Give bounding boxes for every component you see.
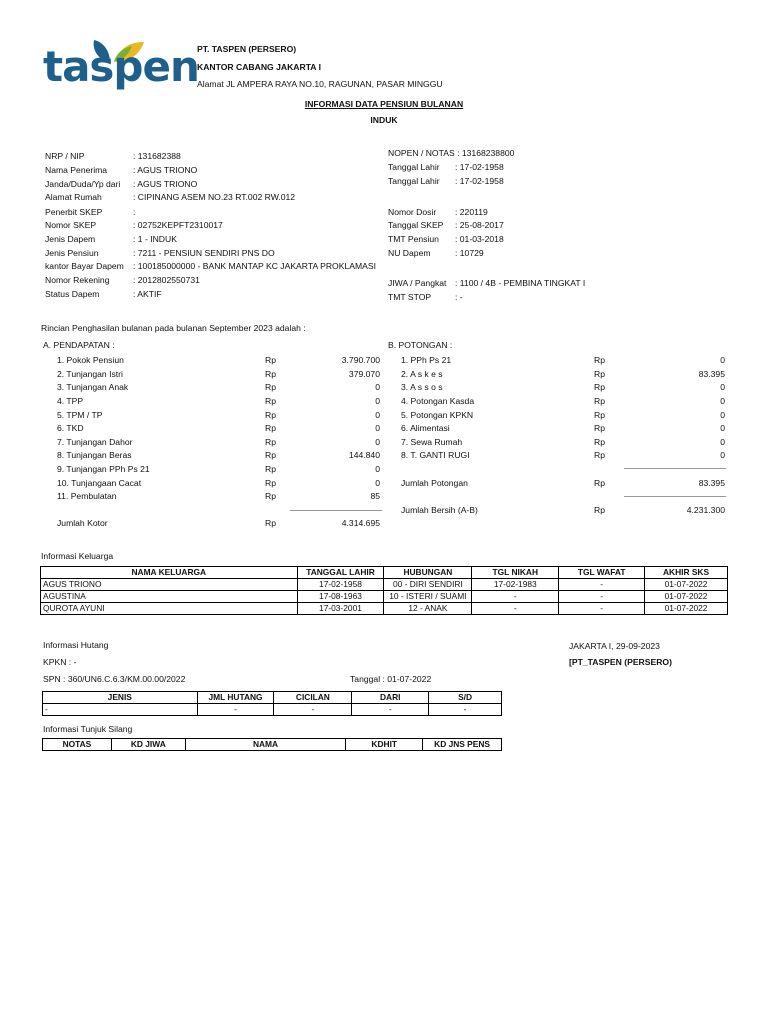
income-currency: Rp	[265, 464, 276, 474]
field-label: NRP / NIP	[45, 151, 85, 161]
table-cell: QUROTA AYUNI	[41, 603, 298, 615]
column-header: AKHIR SKS	[645, 567, 728, 579]
field-value: : AGUS TRIONO	[133, 165, 198, 175]
deduction-currency: Rp	[594, 450, 605, 460]
rincian-title: Rincian Penghasilan bulanan pada bulanan September 2023 adalah :	[41, 323, 306, 333]
field-label: Nomor Rekening	[45, 275, 110, 285]
deduction-currency: Rp	[594, 355, 605, 365]
field-value: : 131682388	[133, 151, 181, 161]
deduction-currency: Rp	[594, 382, 605, 392]
hutang-title: Informasi Hutang	[43, 640, 109, 650]
field-label: TMT STOP	[388, 292, 432, 302]
branch-name: KANTOR CABANG JAKARTA I	[197, 62, 321, 72]
field-label: Jenis Pensiun	[45, 248, 99, 258]
deduction-currency: Rp	[594, 369, 605, 379]
table-cell: AGUSTINA	[41, 591, 298, 603]
kpkn: KPKN : -	[43, 657, 77, 667]
field-label: NU Dapem	[388, 248, 431, 258]
income-label: 4. TPP	[57, 396, 84, 406]
jumlah-potongan-label: Jumlah Potongan	[401, 478, 468, 488]
column-header: TANGGAL LAHIR	[297, 567, 384, 579]
income-currency: Rp	[265, 382, 276, 392]
tunjuk-silang-table	[42, 738, 502, 751]
income-value: 85	[370, 491, 380, 501]
income-label: 1. Pokok Pensiun	[57, 355, 124, 365]
field-label: Jenis Dapem	[45, 234, 96, 244]
field-label: TMT Pensiun	[388, 234, 439, 244]
income-label: 11. Pembulatan	[57, 491, 117, 501]
company-name: PT. TASPEN (PERSERO)	[197, 44, 297, 54]
deduction-label: 1. PPh Ps 21	[401, 355, 452, 365]
table-cell: 12 - ANAK	[384, 603, 472, 615]
field-label: Tanggal SKEP	[388, 220, 444, 230]
table-cell: 17-02-1983	[472, 579, 559, 591]
income-currency: Rp	[265, 437, 276, 447]
deduction-currency: Rp	[594, 396, 605, 406]
signature-org: [PT_TASPEN (PERSERO)	[569, 657, 672, 667]
table-row	[43, 704, 502, 716]
income-value: 379.070	[348, 369, 380, 379]
field-value: : -	[455, 292, 463, 302]
income-currency: Rp	[265, 355, 276, 365]
field-label: Penerbit SKEP	[45, 207, 103, 217]
table-cell: -	[472, 603, 559, 615]
income-value: 0	[375, 478, 380, 488]
table-cell: 01-07-2022	[645, 579, 728, 591]
income-label: 7. Tunjangan Dahor	[57, 437, 133, 447]
field-value: : 17-02-1958	[455, 176, 504, 186]
deduction-value: 83.395	[698, 369, 725, 379]
nopen-notas: NOPEN / NOTAS : 13168238800	[388, 148, 515, 158]
table-cell: -	[43, 704, 198, 716]
income-value: 0	[375, 410, 380, 420]
column-header: TGL NIKAH	[472, 567, 559, 579]
column-header: CICILAN	[274, 692, 352, 704]
column-header: KD JNS PENS	[423, 739, 502, 751]
field-label: Nama Penerima	[45, 165, 108, 175]
keluarga-title: Informasi Keluarga	[41, 551, 114, 561]
field-value: : 2012802550731	[133, 275, 200, 285]
signature-place-date: JAKARTA I, 29-09-2023	[569, 641, 660, 651]
table-header-row	[43, 739, 502, 751]
deduction-label: 5. Potongan KPKN	[401, 410, 474, 420]
column-header: DARI	[352, 692, 429, 704]
table-cell: 01-07-2022	[645, 591, 728, 603]
doc-subtitle: INDUK	[370, 115, 398, 125]
income-currency: Rp	[265, 423, 276, 433]
divider	[624, 496, 726, 497]
potongan-title: B. POTONGAN :	[388, 340, 453, 350]
field-value: : 100185000000 - BANK MANTAP KC JAKARTA PROKLAMASI	[133, 261, 376, 271]
logo-text: taspen	[43, 42, 199, 91]
income-value: 0	[375, 382, 380, 392]
field-label: Tanggal Lahir	[388, 162, 440, 172]
deduction-currency: Rp	[594, 437, 605, 447]
column-header: JENIS	[43, 692, 198, 704]
table-cell: AGUS TRIONO	[41, 579, 298, 591]
deduction-value: 0	[720, 396, 725, 406]
divider	[624, 468, 726, 469]
income-label: 10. Tunjangaan Cacat	[57, 478, 142, 488]
table-cell: 01-07-2022	[645, 603, 728, 615]
column-header: S/D	[429, 692, 502, 704]
deduction-value: 0	[720, 437, 725, 447]
jumlah-kotor-currency: Rp	[265, 518, 276, 528]
income-value: 0	[375, 423, 380, 433]
field-value: : 220119	[455, 207, 488, 217]
deduction-label: 3. A s s o s	[401, 382, 443, 392]
jumlah-kotor-label: Jumlah Kotor	[57, 518, 108, 528]
income-currency: Rp	[265, 450, 276, 460]
income-label: 5. TPM / TP	[57, 410, 103, 420]
table-header-row	[43, 692, 502, 704]
column-header: NAMA KELUARGA	[41, 567, 298, 579]
deduction-value: 0	[720, 382, 725, 392]
column-header: JML HUTANG	[197, 692, 274, 704]
field-label: Tanggal Lahir	[388, 176, 440, 186]
table-cell: 17-03-2001	[297, 603, 384, 615]
income-label: 8. Tunjangan Beras	[57, 450, 132, 460]
field-value: : 1 - INDUK	[133, 234, 177, 244]
field-value: :	[133, 207, 136, 217]
income-value: 0	[375, 396, 380, 406]
branch-address: Alamat JL AMPERA RAYA NO.10, RAGUNAN, PASAR MINGGU	[197, 79, 443, 89]
deduction-label: 8. T. GANTI RUGI	[401, 450, 470, 460]
field-value: : AKTIF	[133, 289, 162, 299]
income-currency: Rp	[265, 369, 276, 379]
deduction-value: 0	[720, 410, 725, 420]
column-header: KD JIWA	[111, 739, 185, 751]
jumlah-potongan-currency: Rp	[594, 478, 605, 488]
field-value: : AGUS TRIONO	[133, 179, 198, 189]
income-label: 6. TKD	[57, 423, 84, 433]
table-header-row	[41, 567, 728, 579]
field-value: : 02752KEPFT2310017	[133, 220, 223, 230]
field-value: : 25-08-2017	[455, 220, 504, 230]
table-cell: -	[274, 704, 352, 716]
table-cell: 10 - ISTERI / SUAMI	[384, 591, 472, 603]
column-header: TGL WAFAT	[559, 567, 645, 579]
field-value: : 10729	[455, 248, 484, 258]
table-cell: -	[559, 603, 645, 615]
deduction-value: 0	[720, 450, 725, 460]
table-row	[41, 579, 728, 591]
jumlah-potongan-value: 83.395	[698, 478, 725, 488]
hutang-tanggal: Tanggal : 01-07-2022	[350, 674, 432, 684]
spn: SPN : 360/UN6.C.6.3/KM.00.00/2022	[43, 674, 186, 684]
field-value: : 01-03-2018	[455, 234, 504, 244]
field-label: Status Dapem	[45, 289, 100, 299]
table-cell: -	[429, 704, 502, 716]
table-row	[41, 591, 728, 603]
hutang-table	[42, 691, 502, 716]
field-value: : CIPINANG ASEM NO.23 RT.002 RW.012	[133, 192, 296, 202]
column-header: HUBUNGAN	[384, 567, 472, 579]
income-value: 0	[375, 437, 380, 447]
deduction-label: 4. Potongan Kasda	[401, 396, 475, 406]
deduction-currency: Rp	[594, 423, 605, 433]
income-value: 144.840	[348, 450, 380, 460]
column-header: KDHIT	[346, 739, 423, 751]
column-header: NAMA	[185, 739, 346, 751]
income-label: 3. Tunjangan Anak	[57, 382, 129, 392]
field-label: JIWA / Pangkat	[388, 278, 447, 288]
tunjuk-silang-title: Informasi Tunjuk Silang	[43, 724, 133, 734]
deduction-value: 0	[720, 423, 725, 433]
table-cell: -	[559, 591, 645, 603]
income-label: 2. Tunjangan Istri	[57, 369, 123, 379]
income-label: 9. Tunjangan PPh Ps 21	[57, 464, 150, 474]
income-currency: Rp	[265, 491, 276, 501]
table-row	[41, 603, 728, 615]
income-value: 0	[375, 464, 380, 474]
field-label: Nomor Dosir	[388, 207, 437, 217]
table-cell: -	[559, 579, 645, 591]
table-cell: -	[197, 704, 274, 716]
income-currency: Rp	[265, 478, 276, 488]
pendapatan-title: A. PENDAPATAN :	[43, 340, 115, 350]
deduction-label: 7. Sewa Rumah	[401, 437, 463, 447]
table-cell: 17-08-1963	[297, 591, 384, 603]
field-value: : 17-02-1958	[455, 162, 504, 172]
deduction-label: 6. Alimentasi	[401, 423, 450, 433]
field-label: Janda/Duda/Yp dari	[45, 179, 121, 189]
divider	[290, 510, 382, 511]
field-label: Nomor SKEP	[45, 220, 97, 230]
income-value: 3.790.700	[341, 355, 380, 365]
field-value: : 1100 / 4B - PEMBINA TINGKAT I	[455, 278, 586, 288]
table-cell: -	[472, 591, 559, 603]
deduction-label: 2. A s k e s	[401, 369, 443, 379]
field-label: kantor Bayar Dapem	[45, 261, 124, 271]
income-currency: Rp	[265, 410, 276, 420]
income-currency: Rp	[265, 396, 276, 406]
table-cell: -	[352, 704, 429, 716]
field-value: : 7211 - PENSIUN SENDIRI PNS DO	[133, 248, 275, 258]
keluarga-table	[40, 566, 728, 615]
jumlah-bersih-currency: Rp	[594, 505, 605, 515]
doc-title: INFORMASI DATA PENSIUN BULANAN	[304, 99, 464, 109]
column-header: NOTAS	[43, 739, 112, 751]
table-cell: 00 - DIRI SENDIRI	[384, 579, 472, 591]
jumlah-kotor-value: 4.314.695	[341, 518, 380, 528]
field-label: Alamat Rumah	[45, 192, 102, 202]
jumlah-bersih-label: Jumlah Bersih (A-B)	[401, 505, 478, 515]
deduction-value: 0	[720, 355, 725, 365]
table-cell: 17-02-1958	[297, 579, 384, 591]
jumlah-bersih-value: 4.231.300	[686, 505, 725, 515]
deduction-currency: Rp	[594, 410, 605, 420]
